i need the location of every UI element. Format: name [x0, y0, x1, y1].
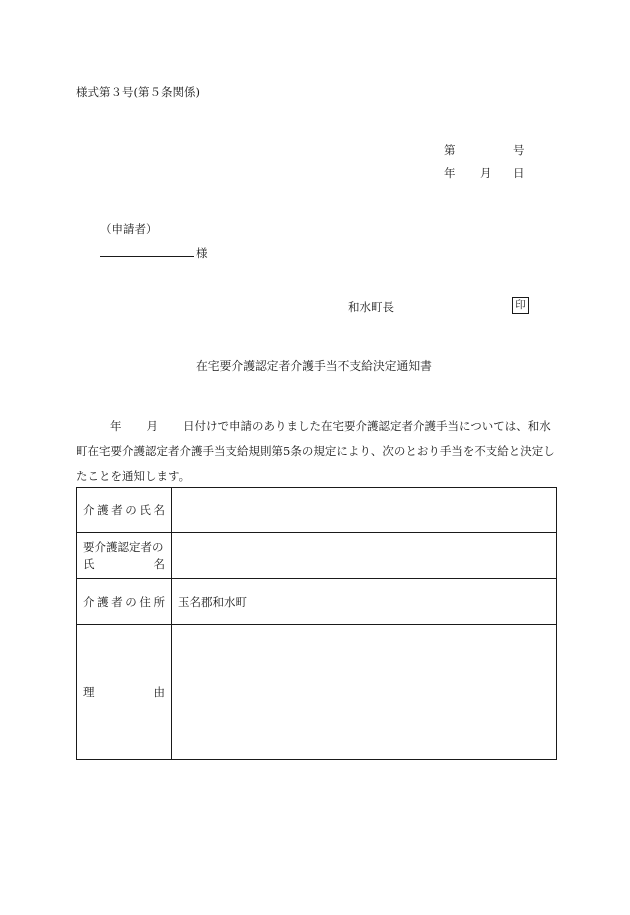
reason-label-text	[83, 684, 165, 700]
caregiver-name-label	[77, 488, 172, 533]
seal-mark: 印	[512, 297, 529, 314]
issuer-title: 和水町長	[348, 300, 394, 314]
body-year-mark: 年	[110, 419, 122, 433]
caregiver-address-label	[77, 579, 172, 625]
date-year-label: 年	[444, 166, 456, 180]
applicant-honorific: 様	[196, 246, 208, 260]
label-char: 者	[111, 503, 123, 517]
body-month-mark: 月	[146, 419, 158, 433]
label-char: 者	[111, 594, 123, 609]
reason-label-yu: 由	[153, 685, 165, 699]
label-char: 氏	[139, 503, 151, 517]
caregiver-address-value[interactable]: 玉名郡和水町	[172, 579, 557, 625]
table-row	[77, 579, 557, 625]
table-row	[77, 625, 557, 760]
care-recipient-label-shi: 氏	[83, 556, 95, 571]
notice-table	[76, 487, 557, 760]
applicant-label: （申請者）	[100, 222, 158, 236]
document-number-prefix: 第	[444, 143, 456, 157]
date-day-label: 日	[513, 166, 525, 180]
table-row	[77, 533, 557, 579]
caregiver-address-label-text	[83, 594, 165, 610]
body-paragraph	[76, 414, 560, 489]
reason-label	[77, 625, 172, 760]
label-char: 所	[153, 594, 165, 609]
label-char: の	[125, 594, 137, 609]
label-char: 護	[97, 594, 109, 609]
body-text: 日付けで申請のありました在宅要介護認定者介護手当については、和水町在宅要介護認定者介護手当支給規則第5条の規定により、次のとおり手当を不支給と決定したことを通知します。	[76, 419, 555, 483]
reason-value[interactable]	[172, 625, 557, 760]
care-recipient-label-line2	[83, 556, 165, 573]
label-char: 介	[83, 594, 95, 609]
reason-label-ri: 理	[83, 685, 95, 699]
care-recipient-label-line1: 要介護認定者の	[83, 539, 164, 554]
caregiver-name-value[interactable]	[172, 488, 557, 533]
label-char: 名	[153, 503, 165, 517]
care-recipient-name-label	[77, 533, 172, 579]
label-char: 護	[97, 503, 109, 517]
date-month-label: 月	[480, 166, 492, 180]
care-recipient-label-mei: 名	[153, 556, 165, 571]
label-char: 介	[83, 503, 95, 517]
applicant-name-line	[100, 256, 194, 257]
care-recipient-name-value[interactable]	[172, 533, 557, 579]
document-number-suffix: 号	[513, 143, 525, 157]
label-char: の	[125, 503, 137, 517]
document-title: 在宅要介護認定者介護手当不支給決定通知書	[196, 359, 432, 373]
label-char: 住	[139, 594, 151, 609]
form-number: 様式第３号(第５条関係)	[76, 85, 200, 99]
table-row	[77, 488, 557, 533]
caregiver-name-label-text	[83, 502, 165, 518]
